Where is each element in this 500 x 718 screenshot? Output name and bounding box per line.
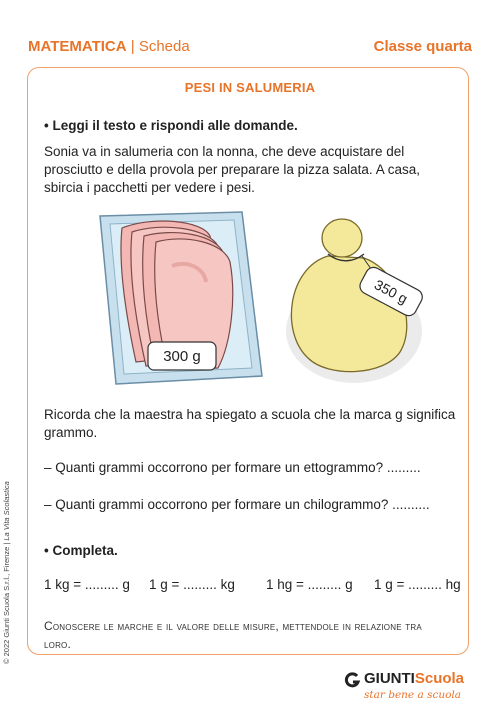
note-text: Ricorda che la maestra ha spiegato a scuola che la marca g significa grammo.: [44, 407, 456, 440]
complete-heading: • Completa.: [44, 543, 118, 558]
ham-package: [100, 212, 262, 384]
equivalence-g-kg: 1 g = ......... kg: [149, 577, 235, 592]
sheet-label: | Scheda: [130, 38, 190, 55]
logo-wordmark: [364, 670, 464, 687]
worksheet-title: PESI IN SALUMERIA: [184, 80, 316, 95]
header-subject: [28, 38, 190, 55]
learning-objective: Conoscere le marche e il valore delle misure, mettendole in relazione tra loro.: [44, 619, 422, 651]
page-header: [28, 38, 472, 58]
instruction: • Leggi il testo e rispondi alle domande.: [44, 118, 298, 133]
question-2: – Quanti grammi occorrono per formare un chilogrammo? ..........: [44, 497, 430, 512]
copyright-text: © 2022 Giunti Scuola S.r.l., Firenze |: [2, 540, 11, 664]
giunti-logo-icon: [344, 672, 360, 688]
equivalence-g-hg: 1 g = ......... hg: [374, 577, 461, 592]
logo-brand: GIUNTI: [364, 670, 415, 687]
cheese-weight-label: 350 g: [371, 276, 411, 307]
logo-tagline: star bene a scuola: [364, 689, 462, 701]
ham-and-cheese-illustration: [92, 206, 432, 386]
equivalence-kg-g: 1 kg = ......... g: [44, 577, 130, 592]
copyright-note: [2, 481, 11, 664]
ham-weight-label: 300 g: [163, 348, 201, 365]
provola-cheese: [286, 219, 425, 383]
story-text: Sonia va in salumeria con la nonna, che deve acquistare del prosciutto e della provola per preparare la pizza salata. A casa, sbircia i pacchetti per vedere i pesi.: [44, 144, 420, 195]
giunti-scuola-logo: [342, 668, 472, 708]
grade-label: Classe quarta: [373, 38, 472, 55]
magazine-name: La Vita Scolastica: [2, 481, 11, 541]
equivalence-hg-g: 1 hg = ......... g: [266, 577, 353, 592]
logo-brand-suffix: Scuola: [414, 670, 465, 687]
subject-label: MATEMATICA: [28, 38, 127, 55]
question-1: – Quanti grammi occorrono per formare un ettogrammo? .........: [44, 460, 421, 475]
